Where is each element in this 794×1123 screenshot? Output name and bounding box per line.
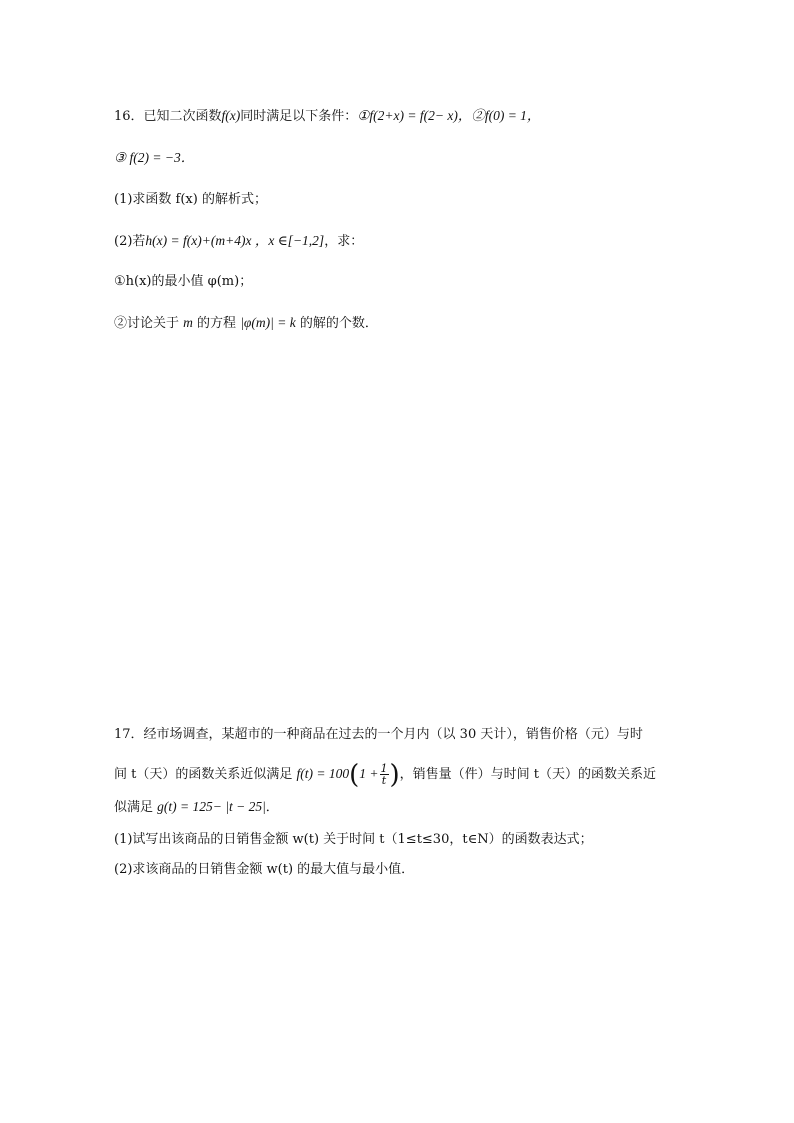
p17-line1-text: 17．经市场调查，某超市的一种商品在过去的一个月内（以 30 天计），销售价格（元）与时 bbox=[114, 727, 643, 742]
p17-line2-b: ，销售量（件）与时间 t（天）的函数关系近 bbox=[399, 767, 657, 782]
right-paren-icon: ) bbox=[389, 759, 400, 790]
p17-line3-a: 似满足 bbox=[114, 800, 154, 815]
problem-17-line-1 bbox=[114, 725, 643, 745]
p16-intro: 16．已知二次函数 bbox=[114, 109, 222, 124]
problem-17-question-2 bbox=[114, 860, 414, 880]
p16-q2-suffix: ，求： bbox=[324, 234, 364, 249]
p16-q1-text: (1)求函数 f(x) 的解析式； bbox=[114, 192, 267, 207]
p17-g-definition: g(t) = 125− |t − 25| bbox=[157, 799, 266, 814]
p16-condition-1: ①f(2+x) = f(2− x)， bbox=[357, 108, 472, 123]
problem-16-line-1 bbox=[114, 106, 540, 127]
problem-16-line-2 bbox=[114, 148, 194, 169]
p17-line3-b: ． bbox=[265, 800, 279, 815]
p16-condition-2: ②f(0) = 1， bbox=[471, 108, 541, 123]
p16-sub2-m: m bbox=[183, 315, 193, 330]
p16-sub2-prefix: ②讨论关于 bbox=[114, 316, 180, 331]
p17-fraction-denominator: t bbox=[381, 774, 387, 787]
problem-16-question-2 bbox=[114, 231, 363, 252]
p17-q2-text: (2)求该商品的日销售金额 w(t) 的最大值与最小值． bbox=[114, 862, 415, 877]
p16-sub2-mid: 的方程 bbox=[197, 316, 237, 331]
p17-fraction-numerator: 1 bbox=[380, 762, 388, 775]
problem-17-line-3 bbox=[114, 797, 279, 818]
p16-sub2-math: |φ(m)| = k bbox=[240, 315, 296, 330]
p16-sub1-text: ①h(x)的最小值 φ(m)； bbox=[114, 274, 253, 289]
p16-q2-prefix: (2)若 bbox=[114, 234, 146, 249]
p16-q2-math: h(x) = f(x)+(m+4)x ，x ∈[−1,2] bbox=[145, 233, 325, 248]
left-paren-icon: ( bbox=[349, 759, 360, 790]
p17-f-definition: f(t) = 100 bbox=[296, 766, 350, 781]
p17-line2-a: 间 t（天）的函数关系近似满足 bbox=[114, 767, 293, 782]
p16-condition-3: ③ f(2) = −3． bbox=[114, 150, 195, 165]
problem-16-sub-2 bbox=[114, 313, 378, 334]
p16-conditions-intro: 同时满足以下条件： bbox=[240, 109, 358, 124]
problem-17-question-1 bbox=[114, 830, 593, 850]
p17-q1-text: (1)试写出该商品的日销售金额 w(t) 关于时间 t（1≤t≤30，t∈N）的函数表达式； bbox=[114, 832, 593, 847]
problem-17-line-2 bbox=[114, 760, 656, 789]
p17-fraction bbox=[380, 763, 389, 786]
problem-16-question-1 bbox=[114, 190, 267, 210]
p16-sub2-suffix: 的解的个数． bbox=[299, 316, 378, 331]
p17-one-plus: 1 + bbox=[359, 766, 379, 781]
p16-f-symbol: f(x) bbox=[221, 108, 241, 123]
problem-16-sub-1 bbox=[114, 272, 252, 292]
